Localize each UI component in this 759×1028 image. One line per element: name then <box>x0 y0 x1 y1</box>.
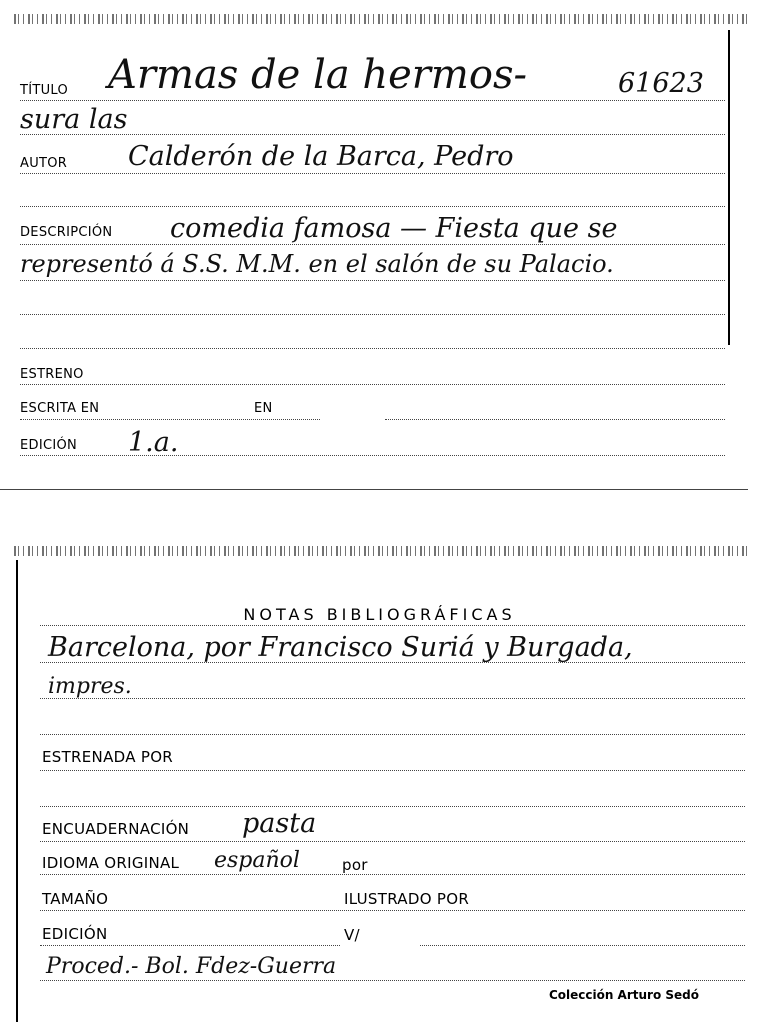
proced-handwritten: Proced.- Bol. Fdez-Guerra <box>46 954 337 979</box>
titulo-label: TÍTULO <box>20 83 69 98</box>
card-right-border <box>728 30 730 345</box>
card-top-edge <box>14 14 749 24</box>
escrita-en-line <box>20 419 320 420</box>
descripcion-handwritten-line1: comedia famosa — Fiesta que se <box>170 213 618 244</box>
notas-heading: NOTAS BIBLIOGRÁFICAS <box>243 605 516 624</box>
encuadernacion-line <box>40 841 745 842</box>
escrita-en-label: ESCRITA EN <box>20 401 100 416</box>
descripcion-line-1 <box>20 244 725 245</box>
autor-label: AUTOR <box>20 156 68 171</box>
blank-line-3 <box>20 348 725 349</box>
autor-line <box>20 173 725 174</box>
idioma-handwritten: español <box>214 848 300 873</box>
catalog-number: 61623 <box>618 68 704 99</box>
tamano-line <box>40 910 745 911</box>
proced-line <box>40 980 745 981</box>
edicion-bottom-label: EDICIÓN <box>42 925 108 943</box>
edicion-label: EDICIÓN <box>20 438 78 453</box>
notas-handwritten-line2: impres. <box>48 674 132 699</box>
encuadernacion-handwritten: pasta <box>242 808 317 839</box>
autor-handwritten: Calderón de la Barca, Pedro <box>128 141 514 172</box>
titulo-line-1 <box>20 100 725 101</box>
titulo-handwritten-line1: Armas de la hermos- <box>108 52 527 98</box>
titulo-line-2 <box>20 134 725 135</box>
estrenada-por-label: ESTRENADA POR <box>42 748 174 766</box>
collection-credit: Colección Arturo Sedó <box>548 988 699 1002</box>
notas-handwritten-line1: Barcelona, por Francisco Suriá y Burgada, <box>48 632 633 663</box>
v-line <box>420 945 745 946</box>
titulo-handwritten-line2: sura las <box>20 104 128 135</box>
en-label: EN <box>254 401 273 416</box>
descripcion-label: DESCRIPCIÓN <box>20 225 113 240</box>
tamano-label: TAMAÑO <box>42 890 109 908</box>
edicion-bottom-line <box>40 945 340 946</box>
notas-line-0 <box>40 625 745 626</box>
edicion-handwritten: 1.a. <box>128 427 179 458</box>
ilustrado-por-label: ILUSTRADO POR <box>344 890 470 908</box>
card-left-border <box>16 560 18 1022</box>
v-label: V/ <box>344 926 360 944</box>
estreno-label: ESTRENO <box>20 367 84 382</box>
blank-line-4 <box>40 806 745 807</box>
notas-line-1 <box>40 662 745 663</box>
descripcion-handwritten-line2: representó á S.S. M.M. en el salón de su Palacio. <box>20 250 614 278</box>
descripcion-line-2 <box>20 280 725 281</box>
card-bottom-edge <box>14 546 749 556</box>
idioma-line <box>40 874 745 875</box>
card-top-bottom-edge <box>0 489 748 490</box>
idioma-original-label: IDIOMA ORIGINAL <box>42 854 180 872</box>
blank-line-1 <box>20 206 725 207</box>
en-line <box>385 419 725 420</box>
por-label: por <box>342 856 368 874</box>
estrenada-por-line <box>40 770 745 771</box>
catalog-card-bottom <box>0 540 759 1028</box>
notas-line-3 <box>40 734 745 735</box>
edicion-line <box>20 455 725 456</box>
estreno-line <box>20 384 725 385</box>
notas-line-2 <box>40 698 745 699</box>
blank-line-2 <box>20 314 725 315</box>
encuadernacion-label: ENCUADERNACIÓN <box>42 820 190 838</box>
